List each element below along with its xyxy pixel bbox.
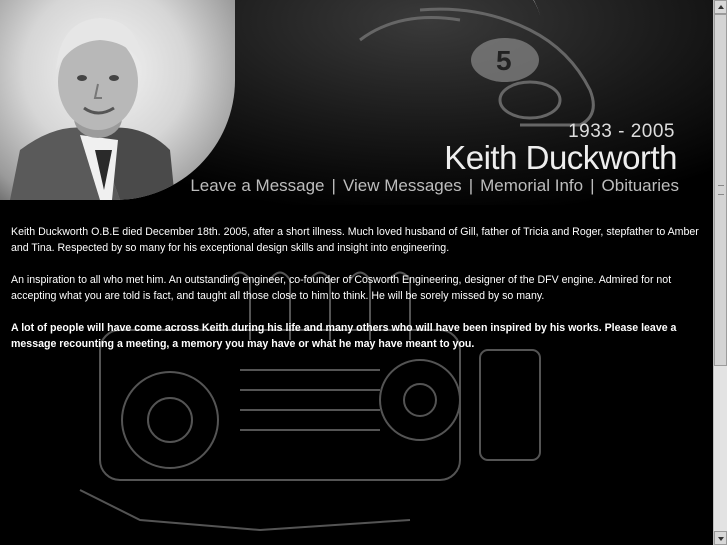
arrow-up-icon xyxy=(718,5,724,9)
main-content xyxy=(11,224,711,368)
vertical-scrollbar[interactable] xyxy=(713,0,727,545)
nav-separator: | xyxy=(468,176,474,195)
tribute-paragraph: An inspiration to all who met him. An outstanding engineer, co-founder of Cosworth Engineering, designer of the DFV engine. Admired for not accepting what you are told is fact, and taught all those close to him to think. He will be sorely missed by so many. xyxy=(11,274,672,302)
main-nav xyxy=(190,176,679,196)
nav-separator: | xyxy=(590,176,595,195)
scroll-up-button[interactable] xyxy=(714,0,727,14)
scrollbar-thumb[interactable] xyxy=(714,14,727,366)
life-years: 1933 - 2005 xyxy=(568,121,675,142)
car-number: 5 xyxy=(496,45,512,76)
nav-separator: | xyxy=(331,176,336,195)
arrow-down-icon xyxy=(718,537,724,541)
memorial-name: Keith Duckworth xyxy=(444,139,677,176)
header xyxy=(0,0,713,205)
scroll-down-button[interactable] xyxy=(714,531,727,545)
nav-leave-message[interactable]: Leave a Message xyxy=(190,176,325,195)
nav-view-messages[interactable]: View Messages xyxy=(342,176,462,195)
intro-paragraph: Keith Duckworth O.B.E died December 18th. 2005, after a short illness. Much loved husband of Gill, father of Tricia and Roger, stepfather to Amber and Tina. Respected by so many for his exceptional design skills and insight into engineering. xyxy=(11,226,699,254)
nav-memorial-info[interactable]: Memorial Info xyxy=(480,176,584,195)
call-to-action-paragraph: A lot of people will have come across Keith during his life and many others who will have been inspired by his works. Please leave a message recounting a meeting, a memory you may have or what he may have meant to you. xyxy=(11,322,677,350)
grip-icon xyxy=(718,185,724,195)
nav-obituaries[interactable]: Obituaries xyxy=(601,176,679,195)
